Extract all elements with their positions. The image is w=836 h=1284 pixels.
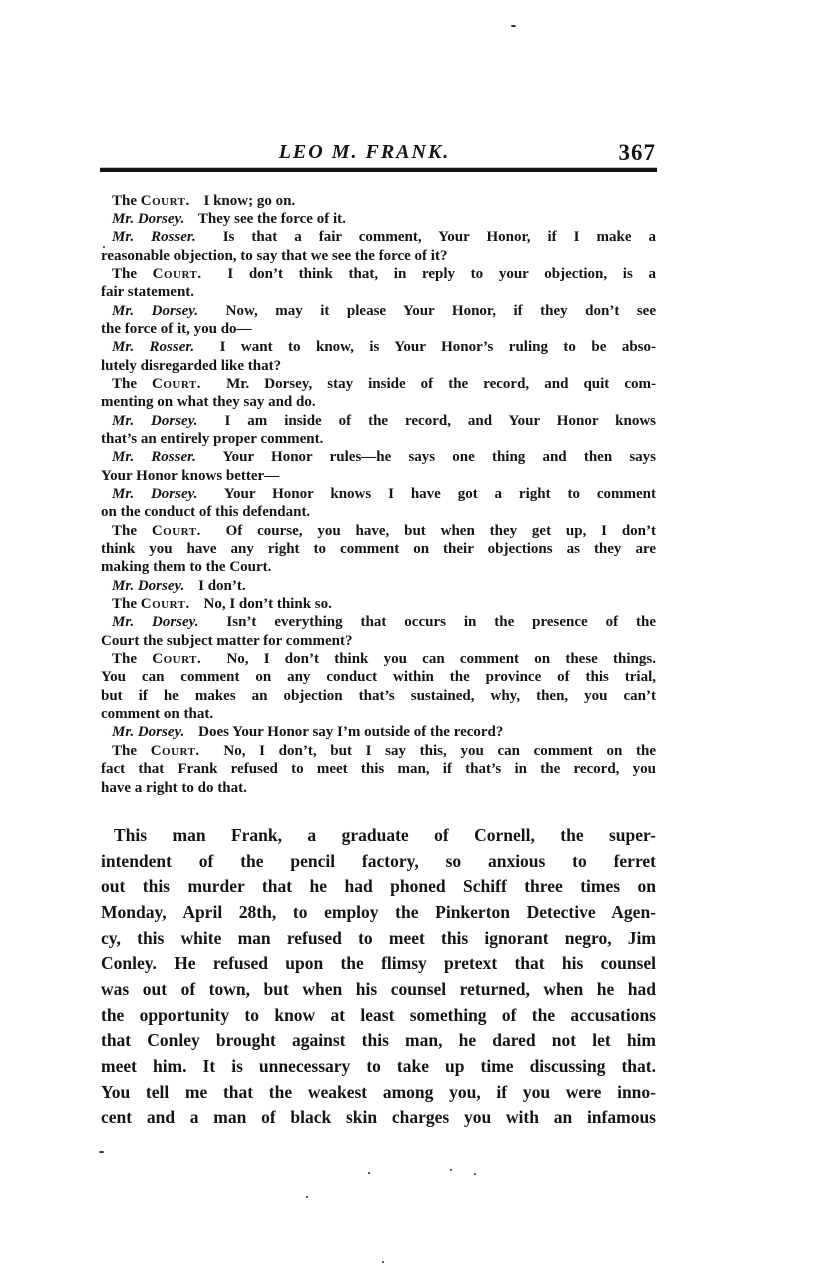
transcript-line: The Court. I don’t think that, in reply to your objection, is a bbox=[112, 265, 656, 282]
transcript-line: The Court. Of course, you have, but when they get up, I don’t bbox=[112, 522, 656, 539]
transcript-line: Mr. Dorsey. Does Your Honor say I’m outside of the record? bbox=[112, 724, 504, 741]
argument-line: meet him. It is unnecessary to take up time discussing that. bbox=[101, 1056, 656, 1077]
speaker-name: Court. bbox=[140, 596, 190, 613]
argument-line: This man Frank, a graduate of Cornell, the super- bbox=[114, 824, 656, 845]
speaker-name: Mr. Dorsey. bbox=[112, 486, 198, 502]
transcript-line: comment on that. bbox=[101, 706, 214, 723]
speaker-name: Court. bbox=[140, 192, 190, 209]
court-transcript bbox=[101, 192, 656, 797]
transcript-line: Mr. Rosser. Your Honor rules—he says one thing and then says bbox=[112, 449, 656, 466]
argument-line: cy, this white man refused to meet this ignorant negro, Jim bbox=[101, 927, 656, 948]
argument-line: Conley. He refused upon the flimsy pretext that his counsel bbox=[101, 953, 656, 974]
argument-line: cent and a man of black skin charges you with an infamous bbox=[101, 1107, 656, 1128]
transcript-line: have a right to do that. bbox=[101, 779, 247, 796]
transcript-line: the force of it, you do— bbox=[101, 320, 252, 337]
transcript-line: The Court. I know; go on. bbox=[112, 192, 296, 209]
transcript-line: but if he makes an objection that’s sustained, why, then, you can’t bbox=[101, 687, 656, 704]
speaker-name: Mr. Dorsey. bbox=[112, 577, 185, 594]
scan-speck bbox=[450, 1169, 452, 1171]
transcript-line: Mr. Dorsey. Your Honor knows I have got a right to comment bbox=[112, 486, 656, 502]
transcript-line: making them to the Court. bbox=[101, 559, 272, 576]
transcript-line: The Court. No, I don’t think so. bbox=[112, 596, 332, 613]
transcript-line: Mr. Rosser. Is that a fair comment, Your Honor, if I make a bbox=[112, 229, 656, 246]
speaker-name: Court. bbox=[151, 522, 201, 539]
transcript-line: You can comment on any conduct within the province of this trial, bbox=[101, 669, 656, 686]
speaker-name: Mr. Dorsey. bbox=[112, 724, 185, 741]
transcript-line: Mr. Dorsey. They see the force of it. bbox=[112, 210, 346, 227]
running-head-title: LEO M. FRANK. bbox=[278, 141, 451, 163]
transcript-line: Court the subject matter for comment? bbox=[101, 632, 353, 649]
transcript-line: lutely disregarded like that? bbox=[101, 357, 282, 374]
transcript-line: The Court. Mr. Dorsey, stay inside of the record, and quit com- bbox=[112, 375, 656, 392]
transcript-line: reasonable objection, to say that we see the force of it? bbox=[101, 247, 448, 264]
transcript-line: Mr. Dorsey. I don’t. bbox=[112, 577, 246, 594]
scan-speck bbox=[474, 1173, 476, 1175]
argument-line: out this murder that he had phoned Schiff three times on bbox=[101, 876, 656, 897]
argument-line: was out of town, but when his counsel returned, when he had bbox=[101, 978, 656, 999]
scan-speck bbox=[382, 1261, 384, 1263]
transcript-line: Your Honor knows better— bbox=[101, 467, 280, 484]
running-head bbox=[101, 137, 656, 168]
argument-line: that Conley brought against this man, he dared not let him bbox=[101, 1030, 656, 1051]
transcript-line: Mr. Dorsey. I am inside of the record, and Your Honor knows bbox=[112, 412, 656, 429]
header-rule bbox=[100, 168, 657, 172]
scan-speck bbox=[306, 1196, 308, 1198]
text-block bbox=[101, 0, 656, 1131]
argument-line: the opportunity to know at least something of the accusations bbox=[101, 1004, 656, 1025]
scan-speck bbox=[99, 1151, 104, 1153]
speaker-name: Court. bbox=[150, 742, 200, 759]
transcript-line: fair statement. bbox=[101, 284, 195, 301]
page-number: 367 bbox=[618, 140, 656, 165]
speaker-name: Mr. Rosser. bbox=[112, 339, 195, 356]
speaker-name: Mr. Rosser. bbox=[112, 229, 196, 246]
speaker-name: Mr. Dorsey. bbox=[112, 412, 198, 429]
argument-line: You tell me that the weakest among you, if you were inno- bbox=[101, 1081, 656, 1102]
scan-speck bbox=[103, 246, 105, 248]
speaker-name: Mr. Dorsey. bbox=[112, 210, 185, 227]
transcript-line: menting on what they say and do. bbox=[101, 394, 316, 411]
speaker-name: Court. bbox=[152, 265, 202, 282]
speaker-name: Mr. Dorsey. bbox=[112, 614, 199, 631]
scan-speck bbox=[511, 25, 516, 27]
transcript-line: Mr. Rosser. I want to know, is Your Honor’s ruling to be abso- bbox=[112, 339, 656, 356]
transcript-line: The Court. No, I don’t, but I say this, you can comment on the bbox=[112, 742, 656, 759]
transcript-line: Mr. Dorsey. Isn’t everything that occurs in the presence of the bbox=[112, 614, 656, 631]
transcript-line: The Court. No, I don’t think you can comment on these things. bbox=[112, 651, 656, 668]
argument-line: intendent of the pencil factory, so anxious to ferret bbox=[101, 850, 656, 871]
transcript-line: think you have any right to comment on their objections as they are bbox=[101, 541, 656, 558]
speaker-name: Court. bbox=[152, 651, 202, 668]
transcript-line: that’s an entirely proper comment. bbox=[101, 430, 324, 447]
argument-paragraph bbox=[101, 823, 656, 1131]
scan-speck bbox=[368, 1172, 370, 1174]
speaker-name: Mr. Rosser. bbox=[112, 449, 196, 466]
speaker-name: Mr. Dorsey. bbox=[112, 302, 199, 319]
argument-line: Monday, April 28th, to employ the Pinkerton Detective Agen- bbox=[101, 901, 656, 922]
speaker-name: Court. bbox=[152, 375, 202, 392]
transcript-line: fact that Frank refused to meet this man, if that’s in the record, you bbox=[101, 761, 656, 778]
transcript-line: on the conduct of this defendant. bbox=[101, 504, 311, 521]
transcript-line: Mr. Dorsey. Now, may it please Your Honor, if they don’t see bbox=[112, 302, 656, 319]
